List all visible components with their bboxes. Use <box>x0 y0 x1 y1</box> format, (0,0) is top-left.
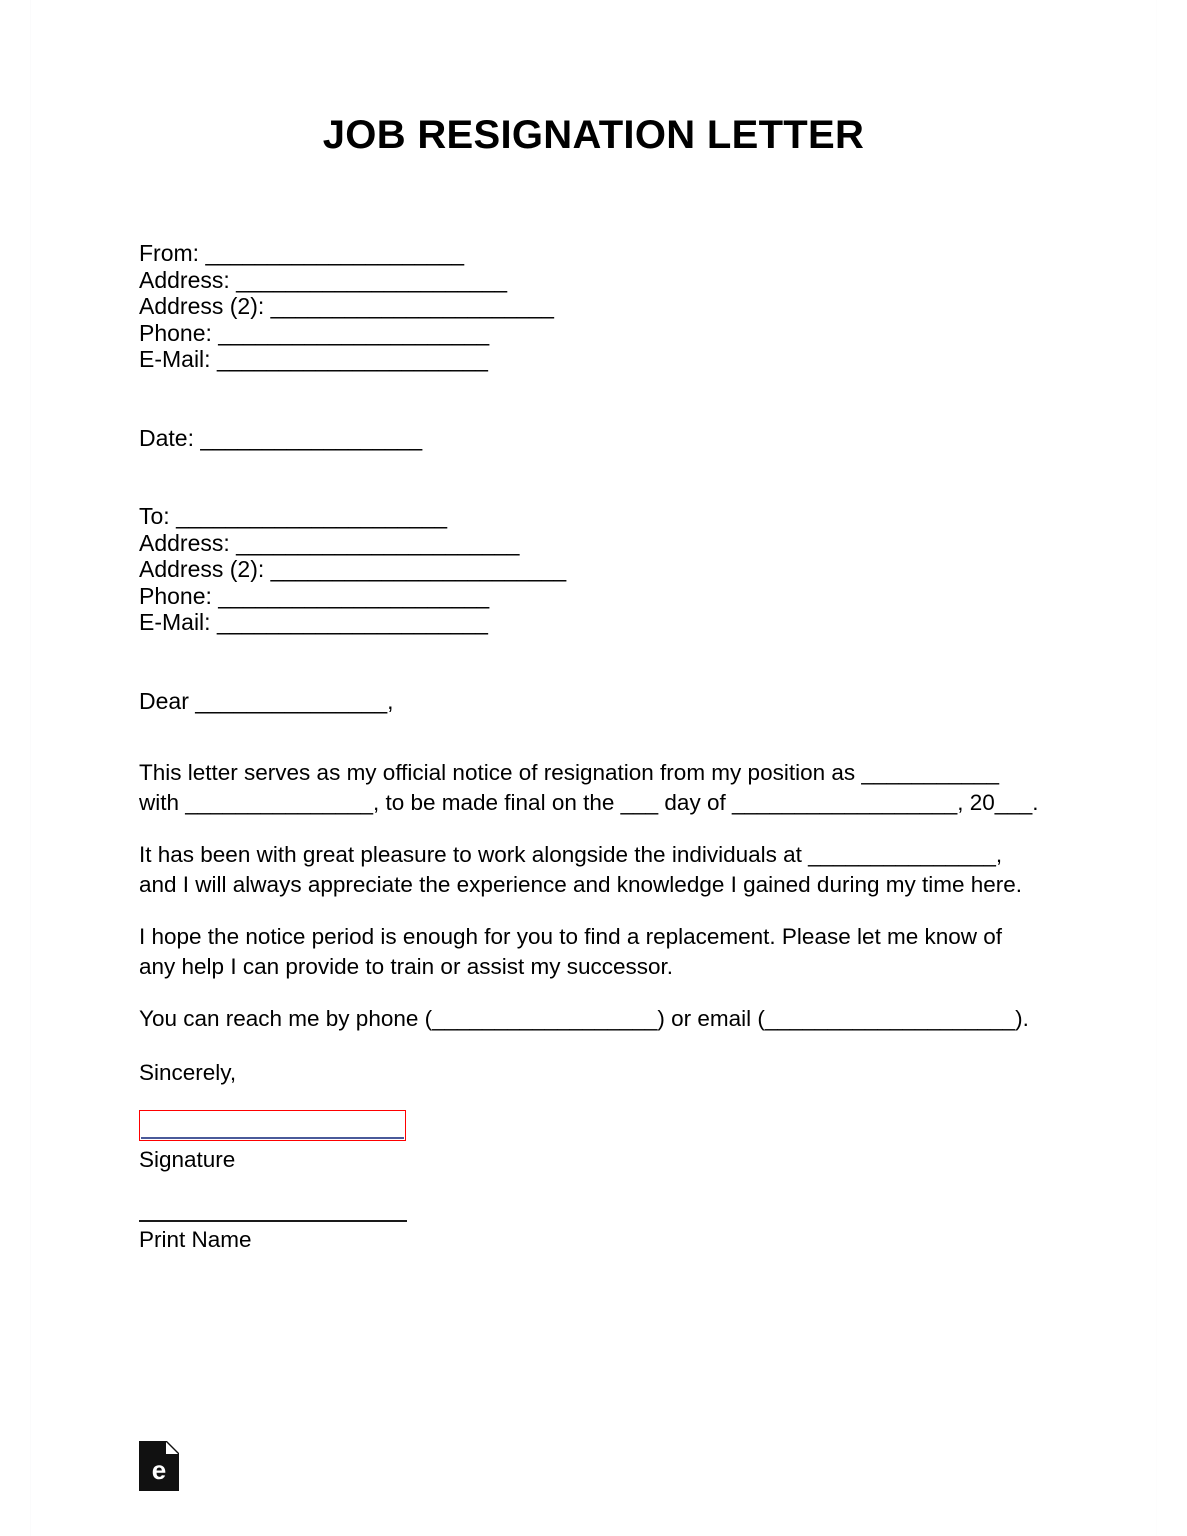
spacer-after-sender <box>139 373 1049 425</box>
sender-phone-label: Phone: <box>139 319 212 346</box>
recipient-to-blank[interactable]: ______________________ <box>176 503 447 529</box>
paragraph-notice-period: I hope the notice period is enough for you to find a replacement. Please let me know of any help I can provide to train or assist my successor. <box>139 924 1003 979</box>
recipient-address-blank[interactable]: _______________________ <box>236 529 519 556</box>
recipient-phone-label: Phone: <box>139 582 212 609</box>
signature-caption: Signature <box>139 1147 236 1172</box>
page-title: JOB RESIGNATION LETTER <box>322 113 865 157</box>
sender-phone-line <box>139 320 1049 347</box>
sender-block <box>139 240 1049 373</box>
signature-input-field[interactable] <box>139 1110 406 1141</box>
recipient-address2-blank[interactable]: ________________________ <box>270 556 566 582</box>
recipient-phone-line <box>139 583 1049 610</box>
logo-letter-e: e <box>151 1455 167 1485</box>
paragraph-resignation-notice: This letter serves as my official notice of resignation from my position as ___________ with _______________, to be made final on the ___ day of __________________, 20___. <box>139 760 1039 815</box>
spacer-after-salutation <box>139 714 1049 758</box>
closing-line: Sincerely, <box>139 1060 237 1085</box>
paragraph-gratitude: It has been with great pleasure to work alongside the individuals at _______________, and I will always appreciate the experience and knowledge I gained during my time here. <box>139 842 1023 897</box>
recipient-address-label: Address: <box>139 529 230 556</box>
sender-address2-blank[interactable]: _______________________ <box>270 293 554 319</box>
sender-from-blank[interactable]: _____________________ <box>205 240 464 266</box>
recipient-address-line <box>139 530 1049 557</box>
sender-address-blank[interactable]: ______________________ <box>236 266 507 293</box>
print-name-caption: Print Name <box>139 1227 252 1252</box>
recipient-email-label: E-Mail: <box>139 609 211 635</box>
recipient-phone-blank[interactable]: ______________________ <box>218 582 489 609</box>
sender-email-line <box>139 346 1049 373</box>
recipient-to-line <box>139 503 1049 530</box>
sender-email-blank[interactable]: ______________________ <box>216 346 488 372</box>
print-name-rule[interactable] <box>139 1220 407 1222</box>
document-page-icon <box>139 1441 179 1491</box>
recipient-email-line <box>139 609 1049 636</box>
spacer-after-recipient <box>139 636 1049 688</box>
recipient-to-label: To: <box>139 503 170 529</box>
eforms-logo <box>139 1441 179 1491</box>
page-edge-left <box>30 0 31 1536</box>
date-label: Date: <box>139 424 194 451</box>
recipient-address2-label: Address (2): <box>139 556 265 582</box>
sender-from-line <box>139 240 1049 267</box>
date-line <box>139 425 1049 452</box>
recipient-address2-line <box>139 556 1049 583</box>
salutation-line[interactable]: Dear _______________, <box>139 687 394 714</box>
recipient-email-blank[interactable]: ______________________ <box>216 609 488 635</box>
spacer-after-date <box>139 451 1049 503</box>
page-edge-right <box>1156 0 1157 1536</box>
date-blank[interactable]: __________________ <box>200 424 422 451</box>
signature-baseline <box>141 1137 404 1139</box>
sender-address2-line <box>139 293 1049 320</box>
paragraph-contact-info: You can reach me by phone (__________________) or email (____________________). <box>139 1006 1029 1031</box>
sender-email-label: E-Mail: <box>139 346 211 372</box>
sender-phone-blank[interactable]: ______________________ <box>218 319 489 346</box>
sender-from-label: From: <box>139 240 200 266</box>
letter-body <box>139 240 1049 1254</box>
sender-address2-label: Address (2): <box>139 293 265 319</box>
sender-address-label: Address: <box>139 266 230 293</box>
recipient-block <box>139 503 1049 636</box>
sender-address-line <box>139 267 1049 294</box>
